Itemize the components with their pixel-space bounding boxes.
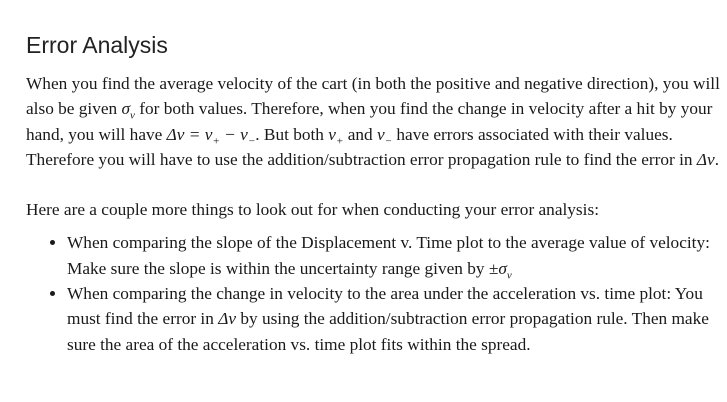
list-item-area-comparison: • When comparing the change in velocity to the area under the acceleration vs. time plot: You must find the error in Δv by using the addition/subtraction error propagation rule. Then make sure the area of the acceleration vs. time plot fits within the spread. xyxy=(67,281,721,357)
list-item-slope-comparison: • When comparing the slope of the Displacement v. Time plot to the average value of velocity: Make sure the slope is within the uncertainty range given by $\pm\sigma_v$ xyxy=(67,230,721,281)
section-heading: Error Analysis xyxy=(26,32,168,58)
document-page xyxy=(26,30,721,357)
math-delta-v-2: Δv xyxy=(218,309,237,329)
para1-text-3: But both xyxy=(259,124,329,144)
para1-text-6: . xyxy=(714,149,720,169)
math-sigma-v: $\sigma_v$ xyxy=(121,99,135,122)
paragraph-intro-list: Here are a couple more things to look out for when conducting your error analysis: xyxy=(26,200,599,220)
math-v-minus: $v_-$ xyxy=(376,124,393,148)
paragraph-velocity-errors xyxy=(26,71,721,172)
math-delta-v-equation: $\Delta v = v_+ - v_-$ xyxy=(166,124,256,148)
math-v-plus: $v_+$ xyxy=(328,124,344,148)
tips-list xyxy=(26,230,721,356)
para1-text-2: for both values. Therefore, when you find the change in velocity after a hit by your hand, you will have xyxy=(26,99,713,144)
math-delta-v: Δv xyxy=(696,149,715,169)
para1-text-1: When you find the average velocity of the cart (in both the positive and negative direction), you will also be given xyxy=(26,74,720,119)
para1-text-5: have errors associated with their values. Therefore you will have to use the addition/subtraction error propagation rule to find the error in xyxy=(26,124,697,169)
math-plus-minus-sigma-v: $\pm\sigma_v$ xyxy=(488,258,512,282)
para1-text-4: and xyxy=(343,124,377,144)
para1-period: . xyxy=(255,124,260,144)
